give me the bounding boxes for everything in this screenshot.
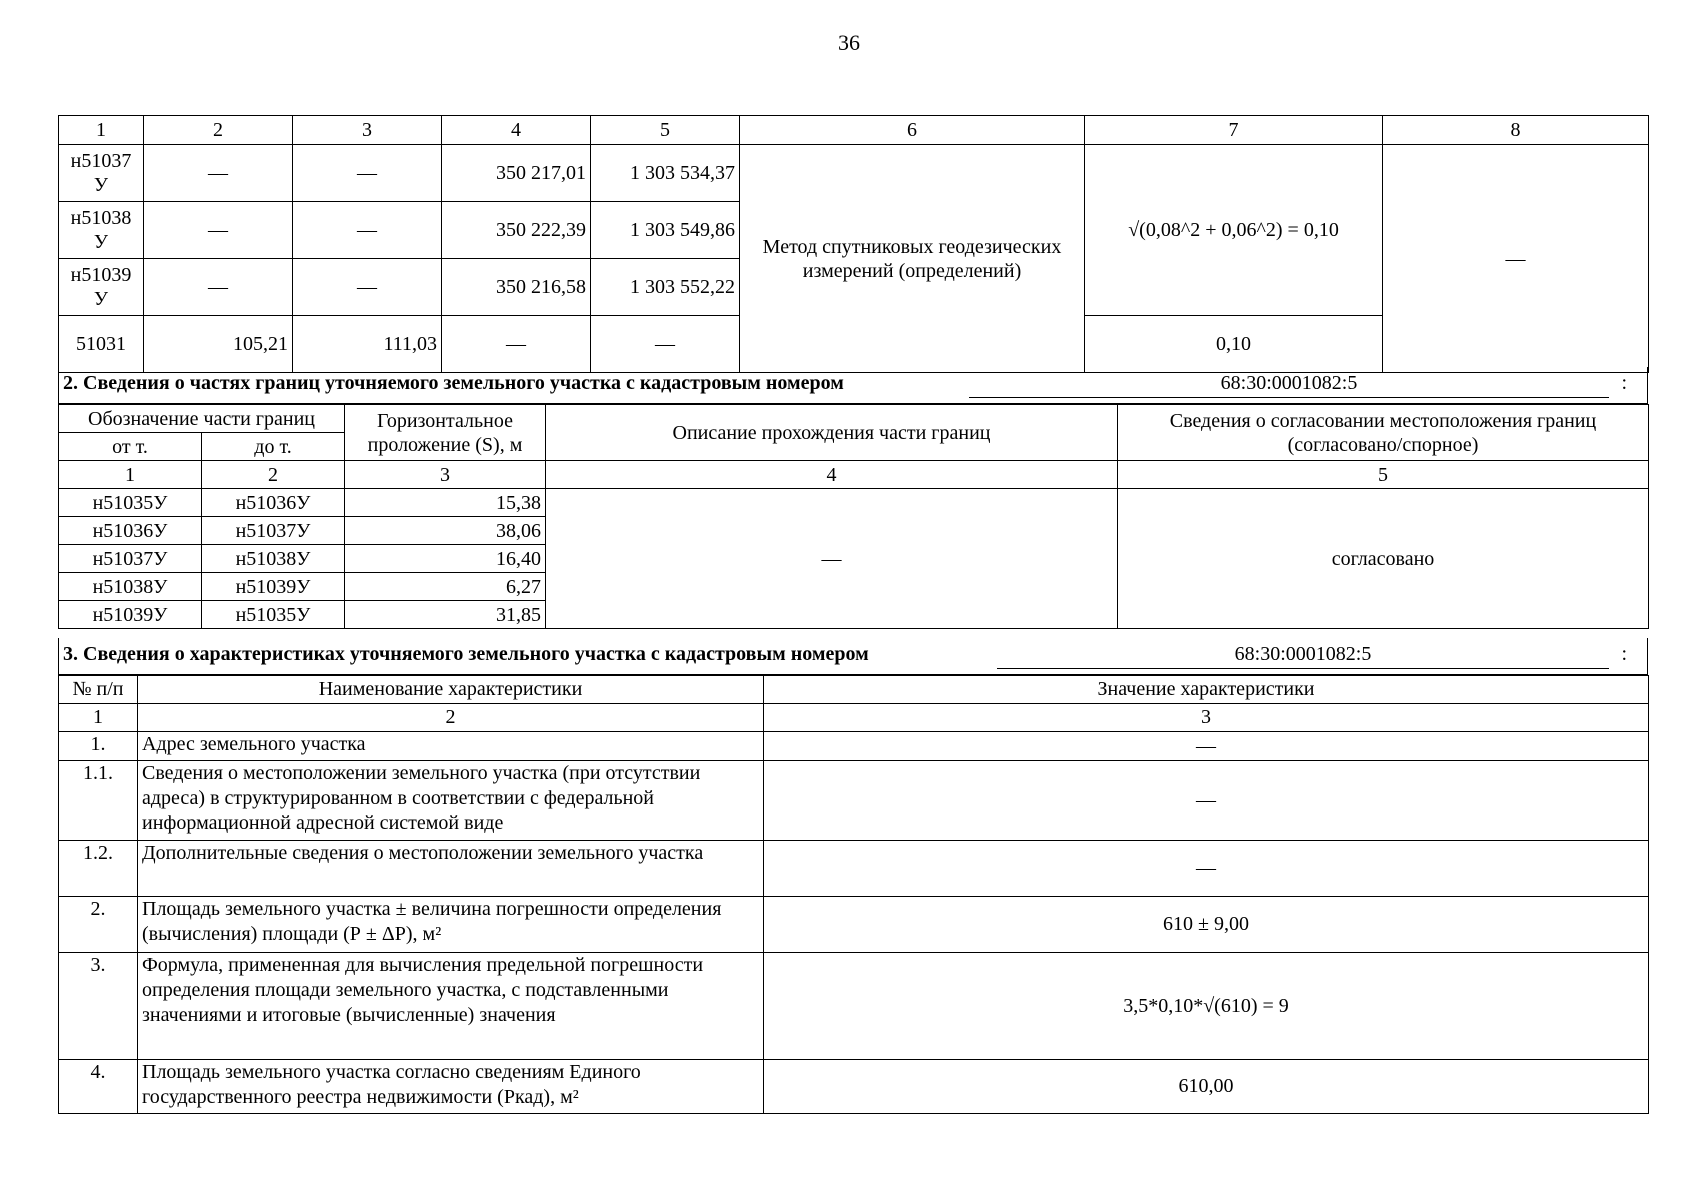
section-2-title: 2. Сведения о частях границ уточняемого земельного участка с кадастровым номером xyxy=(63,372,844,394)
characteristic-name: Адрес земельного участка xyxy=(138,732,764,761)
colon: : xyxy=(1621,643,1627,665)
coord-x: — xyxy=(442,316,591,373)
to-point: н51038У xyxy=(202,545,345,573)
cell: — xyxy=(293,145,442,202)
column-number: 2 xyxy=(144,116,293,145)
section-3-title: 3. Сведения о характеристиках уточняемого земельного участка с кадастровым номером xyxy=(63,643,869,665)
length: 16,40 xyxy=(345,545,546,573)
formula-cell: √(0,08^2 + 0,06^2) = 0,10 xyxy=(1085,145,1383,316)
length: 31,85 xyxy=(345,601,546,629)
characteristic-name: Площадь земельного участка согласно сведениям Единого государственного реестра недвижимости (Ркад), м² xyxy=(138,1060,764,1114)
header-to: до т. xyxy=(202,433,345,461)
length: 6,27 xyxy=(345,573,546,601)
table-row xyxy=(59,841,1649,897)
column-number: 2 xyxy=(202,461,345,489)
from-point: н51035У xyxy=(59,489,202,517)
coordinates-table xyxy=(58,115,1649,373)
header-from: от т. xyxy=(59,433,202,461)
point-name: 51031 xyxy=(59,316,144,373)
characteristic-value: 610,00 xyxy=(764,1060,1649,1114)
coord-y: 1 303 534,37 xyxy=(591,145,740,202)
row-number: 1.2. xyxy=(59,841,138,897)
coord-y: 1 303 552,22 xyxy=(591,259,740,316)
characteristic-value: — xyxy=(764,841,1649,897)
column-number: 5 xyxy=(591,116,740,145)
table-row xyxy=(59,732,1649,761)
column-number: 3 xyxy=(345,461,546,489)
row-number: 1.1. xyxy=(59,761,138,841)
column-number: 3 xyxy=(764,704,1649,732)
table-row xyxy=(59,1060,1649,1114)
col8-cell: — xyxy=(1383,145,1649,373)
coord-y: 1 303 549,86 xyxy=(591,202,740,259)
header-length: Горизонтальное проложение (S), м xyxy=(345,405,546,461)
column-number: 5 xyxy=(1118,461,1649,489)
column-number: 8 xyxy=(1383,116,1649,145)
table-header-row xyxy=(59,405,1649,433)
characteristic-name: Формула, примененная для вычисления предельной погрешности определения площади земельного участка, с подставленными значениями и итоговые (вычисленные) значения xyxy=(138,953,764,1060)
from-point: н51036У xyxy=(59,517,202,545)
header-value: Значение характеристики xyxy=(764,676,1649,704)
column-number: 3 xyxy=(293,116,442,145)
description-cell: — xyxy=(546,489,1118,629)
table-row xyxy=(59,897,1649,953)
to-point: н51036У xyxy=(202,489,345,517)
from-point: н51037У xyxy=(59,545,202,573)
boundary-parts-table xyxy=(58,404,1649,629)
characteristic-value: — xyxy=(764,761,1649,841)
point-name: н51037 У xyxy=(59,145,144,202)
column-number: 4 xyxy=(442,116,591,145)
table-row xyxy=(59,761,1649,841)
colon: : xyxy=(1621,372,1627,394)
column-number: 1 xyxy=(59,704,138,732)
cell: — xyxy=(144,259,293,316)
point-name: н51039 У xyxy=(59,259,144,316)
coord-x: 350 222,39 xyxy=(442,202,591,259)
column-number: 4 xyxy=(546,461,1118,489)
table-row xyxy=(59,489,1649,517)
to-point: н51039У xyxy=(202,573,345,601)
to-point: н51035У xyxy=(202,601,345,629)
header-agreement: Сведения о согласовании местоположения границ (согласовано/спорное) xyxy=(1118,405,1649,461)
cell: — xyxy=(293,202,442,259)
table-header-row xyxy=(59,116,1649,145)
characteristic-value: 3,5*0,10*√(610) = 9 xyxy=(764,953,1649,1060)
characteristic-name: Сведения о местоположении земельного участка (при отсутствии адреса) в структурированном в соответствии с федеральной информационной адресной системой виде xyxy=(138,761,764,841)
characteristics-table xyxy=(58,675,1649,1114)
section-3-heading xyxy=(58,638,1648,675)
cell: 111,03 xyxy=(293,316,442,373)
table-header-row xyxy=(59,676,1649,704)
column-number: 7 xyxy=(1085,116,1383,145)
row-number: 3. xyxy=(59,953,138,1060)
table-row xyxy=(59,953,1649,1060)
row-number: 4. xyxy=(59,1060,138,1114)
from-point: н51039У xyxy=(59,601,202,629)
coord-y: — xyxy=(591,316,740,373)
cell: — xyxy=(144,202,293,259)
cadastral-number: 68:30:0001082:5 xyxy=(997,641,1609,669)
header-description: Описание прохождения части границ xyxy=(546,405,1118,461)
point-name: н51038 У xyxy=(59,202,144,259)
cadastral-number: 68:30:0001082:5 xyxy=(969,370,1609,398)
row-number: 1. xyxy=(59,732,138,761)
column-number: 6 xyxy=(740,116,1085,145)
section-2-heading xyxy=(58,367,1648,404)
coord-x: 350 217,01 xyxy=(442,145,591,202)
cell: 105,21 xyxy=(144,316,293,373)
characteristic-name: Площадь земельного участка ± величина погрешности определения (вычисления) площади (Р ± ΔР), м² xyxy=(138,897,764,953)
method-cell: Метод спутниковых геодезических измерений (определений) xyxy=(740,145,1085,373)
table-row xyxy=(59,145,1649,202)
to-point: н51037У xyxy=(202,517,345,545)
length: 38,06 xyxy=(345,517,546,545)
table-number-row xyxy=(59,704,1649,732)
characteristic-name: Дополнительные сведения о местоположении земельного участка xyxy=(138,841,764,897)
characteristic-value: 610 ± 9,00 xyxy=(764,897,1649,953)
row-number: 2. xyxy=(59,897,138,953)
page-number: 36 xyxy=(838,30,860,55)
column-number: 1 xyxy=(59,116,144,145)
precision-cell: 0,10 xyxy=(1085,316,1383,373)
column-number: 1 xyxy=(59,461,202,489)
cell: — xyxy=(293,259,442,316)
from-point: н51038У xyxy=(59,573,202,601)
header-name: Наименование характеристики xyxy=(138,676,764,704)
characteristic-value: — xyxy=(764,732,1649,761)
header-designation: Обозначение части границ xyxy=(59,405,345,433)
table-number-row xyxy=(59,461,1649,489)
agreement-cell: согласовано xyxy=(1118,489,1649,629)
cell: — xyxy=(144,145,293,202)
header-num: № п/п xyxy=(59,676,138,704)
coord-x: 350 216,58 xyxy=(442,259,591,316)
column-number: 2 xyxy=(138,704,764,732)
length: 15,38 xyxy=(345,489,546,517)
